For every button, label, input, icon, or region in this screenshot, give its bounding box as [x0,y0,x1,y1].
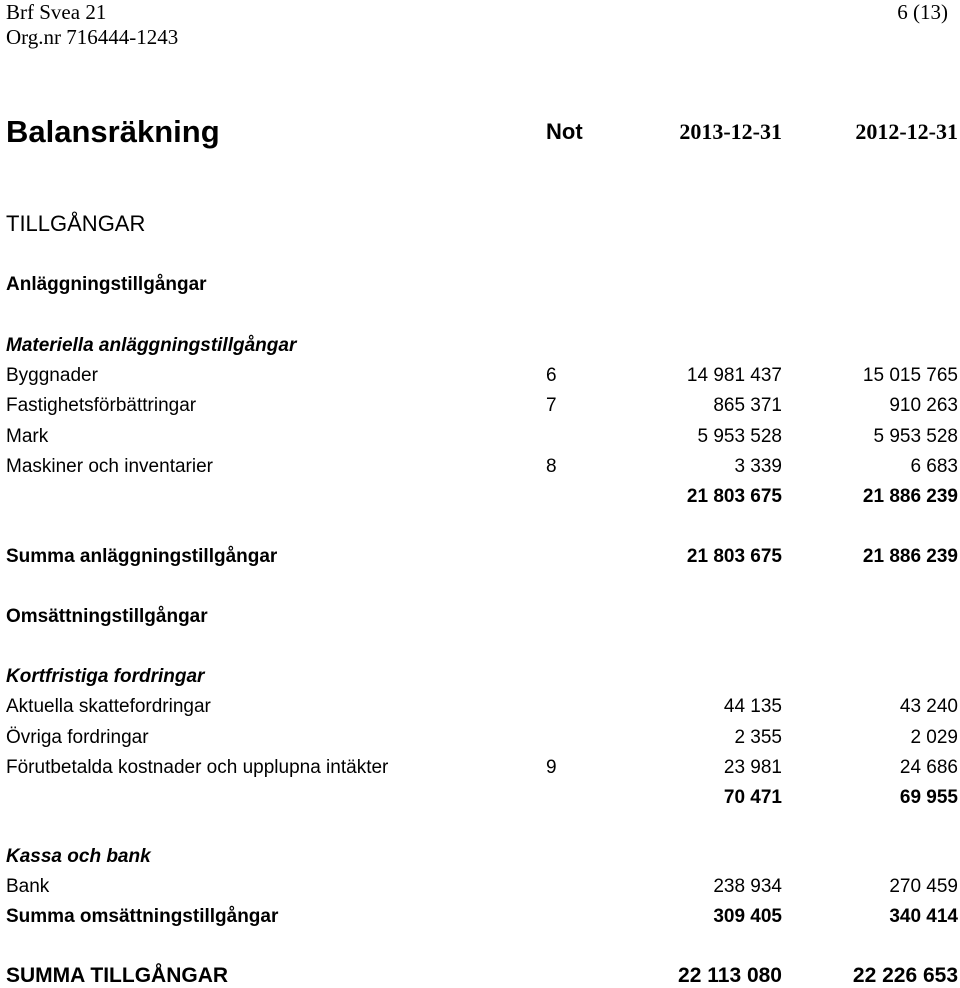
table-row [0,393,960,419]
assets-total-row [0,963,960,988]
row-note: 6 [546,365,557,386]
row-value-2013: 44 135 [723,696,782,717]
row-value-2013: 2 355 [734,727,782,748]
column-header-2012: 2012-12-31 [855,119,958,144]
total-label: Summa anläggningstillgångar [6,546,278,567]
subtotal-value-2013: 21 803 675 [686,486,782,507]
section-assets: TILLGÅNGAR [6,211,146,236]
row-label: Maskiner och inventarier [6,456,213,477]
grand-total-label: SUMMA TILLGÅNGAR [6,964,229,987]
row-value-2012: 910 263 [889,395,958,416]
total-value-2013: 21 803 675 [686,546,782,567]
row-value-2012: 5 953 528 [873,426,958,447]
row-value-2012: 15 015 765 [862,365,958,386]
column-header-note: Not [546,119,583,144]
table-row [0,454,960,480]
section-cash-bank: Kassa och bank [6,846,151,867]
organization-name: Brf Svea 21 [6,0,107,24]
row-label: Aktuella skattefordringar [6,696,211,717]
row-label: Mark [6,426,49,447]
table-row [0,874,960,900]
row-label: Fastighetsförbättringar [6,395,197,416]
table-row [0,755,960,781]
row-label: Byggnader [6,365,98,386]
row-note: 9 [546,757,557,778]
section-current-assets: Omsättningstillgångar [6,606,208,627]
total-label: Summa omsättningstillgångar [6,906,279,927]
section-fixed-assets: Anläggningstillgångar [6,274,207,295]
row-value-2012: 24 686 [899,757,958,778]
total-value-2012: 340 414 [889,906,958,927]
row-label: Övriga fordringar [6,727,149,748]
row-value-2013: 14 981 437 [686,365,782,386]
table-row [0,363,960,389]
row-value-2013: 5 953 528 [697,426,782,447]
row-note: 7 [546,395,557,416]
table-row [0,725,960,751]
page-number: 6 (13) [897,0,948,24]
row-value-2012: 2 029 [910,727,958,748]
column-header-2013: 2013-12-31 [679,119,782,144]
grand-total-value-2012: 22 226 653 [852,964,958,987]
row-value-2013: 23 981 [723,757,782,778]
row-value-2012: 270 459 [889,876,958,897]
subtotal-value-2012: 21 886 239 [862,486,958,507]
subtotal-value-2012: 69 955 [899,787,958,808]
organization-number: Org.nr 716444-1243 [6,25,179,49]
total-value-2013: 309 405 [713,906,782,927]
section-short-receivables: Kortfristiga fordringar [6,666,205,687]
row-value-2013: 3 339 [734,456,782,477]
section-tangible-fixed-assets: Materiella anläggningstillgångar [6,335,297,356]
table-row [0,424,960,450]
current-assets-total-row [0,904,960,930]
receivables-subtotal-row [0,785,960,811]
row-value-2012: 43 240 [899,696,958,717]
total-value-2012: 21 886 239 [862,546,958,567]
subtotal-value-2013: 70 471 [723,787,782,808]
row-value-2013: 238 934 [713,876,782,897]
row-label: Bank [6,876,50,897]
row-value-2012: 6 683 [910,456,958,477]
table-row [0,694,960,720]
row-label: Förutbetalda kostnader och upplupna intäkter [6,757,389,778]
title-row [0,112,960,152]
tangible-subtotal-row [0,484,960,510]
grand-total-value-2013: 22 113 080 [678,964,782,987]
page-title: Balansräkning [6,114,220,149]
row-note: 8 [546,456,557,477]
row-value-2013: 865 371 [713,395,782,416]
fixed-assets-total-row [0,544,960,570]
